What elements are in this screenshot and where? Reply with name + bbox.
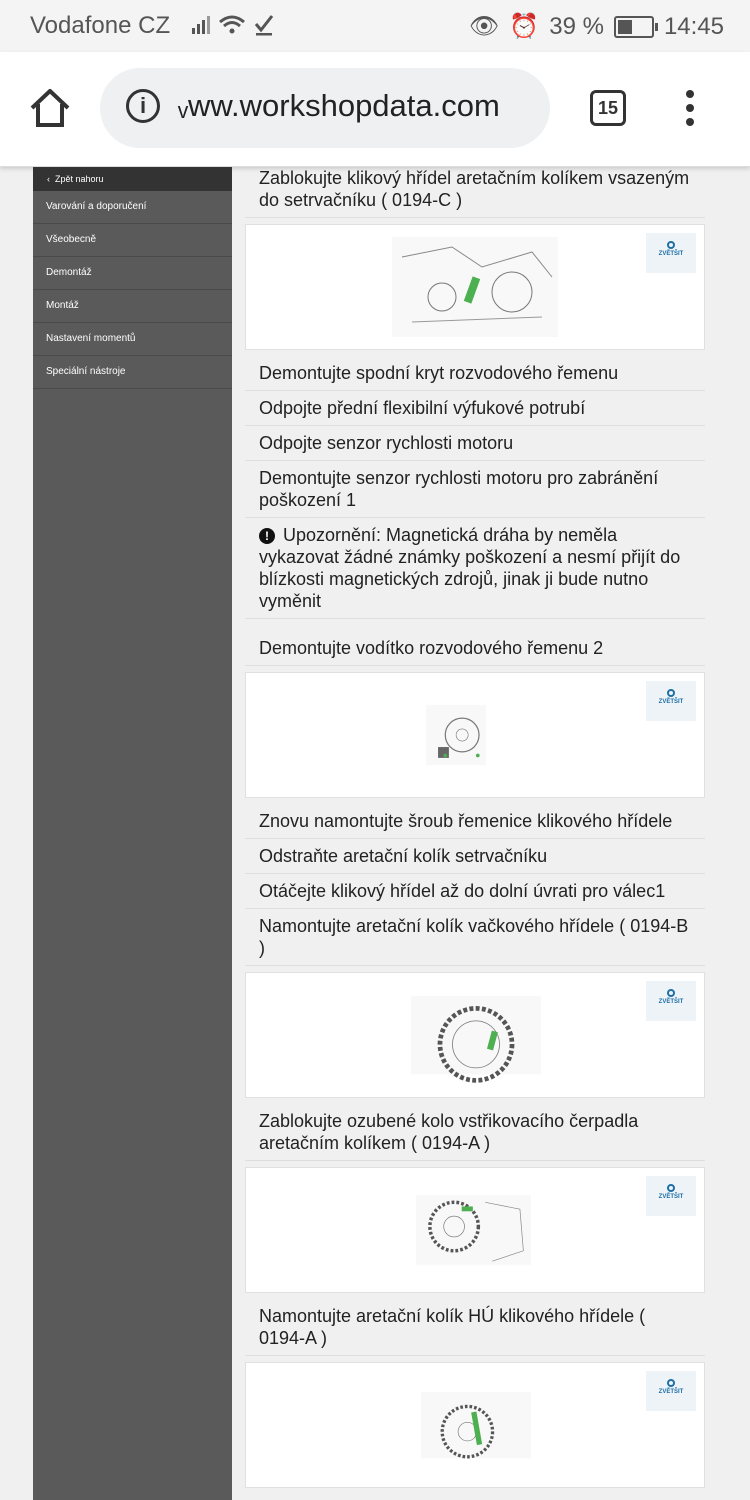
figure-card bbox=[245, 224, 705, 350]
alarm-icon: ⏰ bbox=[509, 13, 540, 40]
zoom-button[interactable]: ZVĚTŠIT bbox=[646, 1176, 696, 1216]
clock: 14:45 bbox=[663, 12, 724, 40]
url-text[interactable]: ᵥww.workshopdata.com bbox=[178, 88, 500, 123]
engine-diagram-image bbox=[392, 237, 558, 337]
carrier-name: Vodafone CZ bbox=[30, 12, 171, 39]
magnifier-icon bbox=[667, 241, 675, 249]
zoom-button[interactable]: ZVĚTŠIT bbox=[646, 981, 696, 1021]
injection-pump-diagram-image bbox=[416, 1180, 531, 1280]
tab-switcher-button[interactable]: 15 bbox=[590, 90, 626, 126]
signal-icons bbox=[190, 12, 280, 45]
address-bar[interactable] bbox=[100, 68, 550, 148]
step-text: Zablokujte ozubené kolo vstřikovacího čerpadla aretačním kolíkem ( 0194-A ) bbox=[245, 1104, 705, 1161]
step-text: Namontujte aretační kolík HÚ klikového hřídele ( 0194-A ) bbox=[245, 1299, 705, 1356]
browser-toolbar bbox=[0, 52, 750, 167]
figure-card bbox=[245, 1362, 705, 1488]
warning-note bbox=[245, 518, 705, 619]
timing-belt-diagram-image bbox=[426, 685, 526, 785]
figure-card bbox=[245, 1167, 705, 1293]
step-text: Otáčejte klikový hřídel až do dolní úvrati pro válec1 bbox=[245, 874, 705, 909]
status-bar bbox=[0, 0, 750, 52]
step-text: Namontujte aretační kolík vačkového hřídele ( 0194-B ) bbox=[245, 909, 705, 966]
sidebar-item-installation[interactable]: Montáž bbox=[33, 290, 232, 323]
step-text: Demontujte spodní kryt rozvodového řemenu bbox=[245, 356, 705, 391]
magnifier-icon bbox=[667, 1184, 675, 1192]
home-icon[interactable] bbox=[28, 86, 72, 130]
eye-icon: 👁 bbox=[468, 13, 500, 40]
back-label: Zpět nahoru bbox=[55, 174, 104, 184]
warning-text: Upozornění: Magnetická dráha by neměla vykazovat žádné známky poškození a nesmí přijít do blízkosti magnetických zdrojů, jinak ji bude nutno vyměnit bbox=[259, 525, 681, 611]
step-text: Odpojte senzor rychlosti motoru bbox=[245, 426, 705, 461]
magnifier-icon bbox=[667, 1379, 675, 1387]
sidebar-item-warnings[interactable]: Varování a doporučení bbox=[33, 191, 232, 224]
zoom-button[interactable]: ZVĚTŠIT bbox=[646, 681, 696, 721]
exclamation-icon: ! bbox=[259, 528, 275, 544]
sidebar bbox=[33, 167, 232, 1500]
overflow-menu-icon[interactable] bbox=[680, 90, 700, 130]
battery-icon bbox=[614, 16, 654, 38]
sidebar-item-removal[interactable]: Demontáž bbox=[33, 257, 232, 290]
step-text: Odpojte přední flexibilní výfukové potrubí bbox=[245, 391, 705, 426]
step-text: Demontujte senzor rychlosti motoru pro zabránění poškození 1 bbox=[245, 461, 705, 518]
crankshaft-pin-diagram-image bbox=[421, 1375, 531, 1475]
status-right bbox=[469, 12, 724, 41]
step-text: Odstraňte aretační kolík setrvačníku bbox=[245, 839, 705, 874]
battery-percent: 39 % bbox=[549, 12, 604, 40]
step-text: Zablokujte klikový hřídel aretačním kolíkem vsazeným do setrvačníku ( 0194-C ) bbox=[245, 167, 705, 218]
zoom-button[interactable]: ZVĚTŠIT bbox=[646, 233, 696, 273]
sidebar-item-special-tools[interactable]: Speciální nástroje bbox=[33, 356, 232, 389]
zoom-button[interactable]: ZVĚTŠIT bbox=[646, 1371, 696, 1411]
magnifier-icon bbox=[667, 689, 675, 697]
info-icon[interactable]: i bbox=[126, 89, 160, 123]
step-text: Znovu namontujte šroub řemenice klikového hřídele bbox=[245, 804, 705, 839]
sidebar-item-torque-settings[interactable]: Nastavení momentů bbox=[33, 323, 232, 356]
step-text: Demontujte vodítko rozvodového řemenu 2 bbox=[245, 631, 705, 666]
figure-card bbox=[245, 972, 705, 1098]
camshaft-sprocket-diagram-image bbox=[411, 985, 541, 1085]
back-to-top-link[interactable] bbox=[33, 167, 232, 191]
main-content bbox=[245, 167, 705, 1494]
spacer bbox=[245, 619, 705, 631]
chevron-left-icon: ‹ bbox=[47, 174, 50, 184]
sidebar-item-general[interactable]: Všeobecně bbox=[33, 224, 232, 257]
figure-card bbox=[245, 672, 705, 798]
magnifier-icon bbox=[667, 989, 675, 997]
